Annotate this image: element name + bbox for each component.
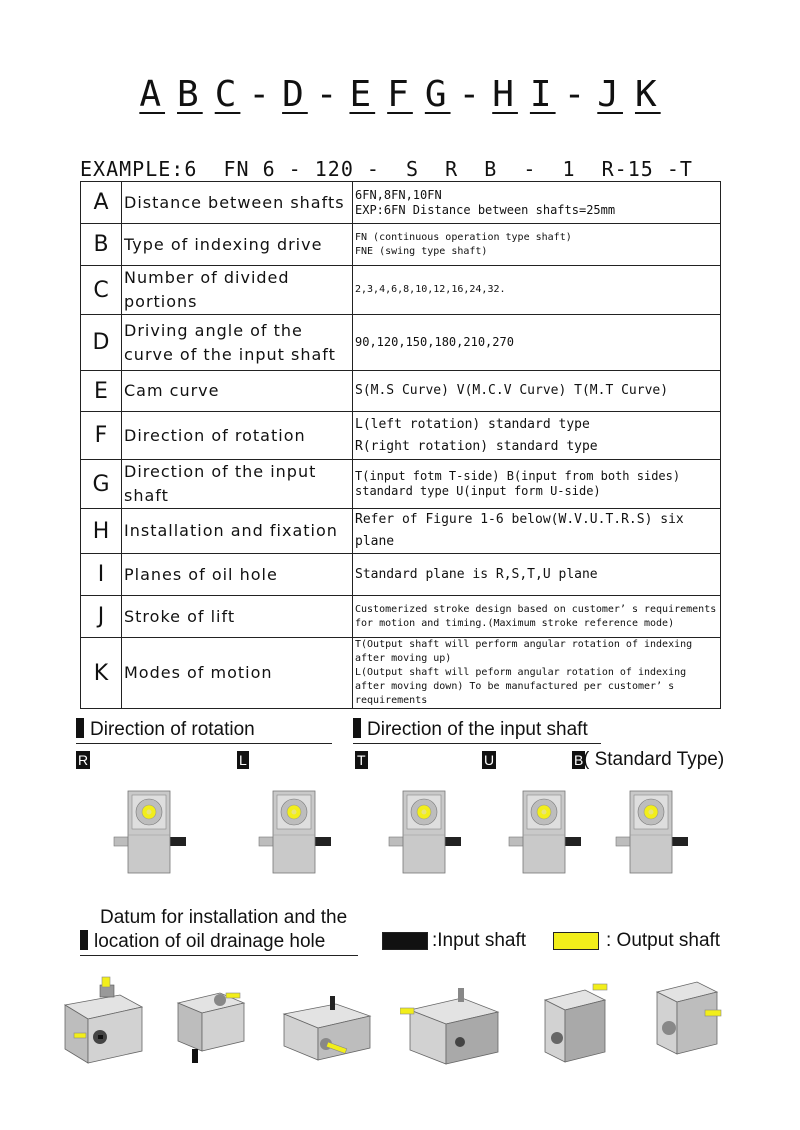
input-shaft (168, 837, 186, 846)
tag-r: R (78, 752, 89, 768)
code-sep: - (458, 74, 485, 115)
spec-desc (353, 554, 721, 596)
spec-desc-line: FNE (swing type shaft) (355, 245, 488, 257)
output-bore (422, 810, 427, 815)
input-shaft (443, 837, 461, 846)
rotation-heading (76, 718, 332, 744)
output-bore (292, 810, 297, 815)
spec-desc-line: T(Output shaft will perform angular rotation of indexing after moving up) (355, 639, 693, 664)
spec-name: Distance between shafts (122, 182, 353, 224)
spec-desc (353, 596, 721, 638)
spec-row (81, 371, 721, 412)
rotation-heading-text: Direction of rotation (90, 719, 255, 740)
spec-desc (353, 460, 721, 509)
code-sep: - (563, 74, 590, 115)
tag-t: T (357, 752, 366, 768)
spec-letter: G (81, 460, 122, 509)
datum-heading-text: location of oil drainage hole (94, 931, 326, 952)
spec-name: Type of indexing drive (122, 224, 353, 266)
input-t-figure (385, 785, 465, 875)
spec-desc (353, 315, 721, 371)
heading-bar (353, 718, 361, 738)
install-figure-4 (400, 980, 505, 1070)
front-unit-b (616, 791, 688, 873)
input-shaft (670, 837, 688, 846)
spec-letter: B (81, 224, 122, 266)
output-shaft-legend: : Output shaft (606, 930, 721, 951)
spec-row (81, 266, 721, 315)
spec-desc-line: L(left rotation) standard type (355, 416, 590, 432)
code-sep: - (315, 74, 342, 115)
code-g: G (424, 74, 451, 115)
code-k: K (634, 74, 661, 115)
shaft-left (616, 837, 632, 846)
spec-row (81, 460, 721, 509)
spec-name: Driving angle of the curve of the input shaft (122, 315, 353, 371)
heading-bar (76, 718, 84, 738)
spec-desc (353, 412, 721, 460)
spec-desc-line: L(Output shaft will peform angular rotation of indexing after moving down) To be manufactured per customer’ s requirements (355, 667, 687, 706)
spec-desc-line: 90,120,150,180,210,270 (355, 335, 514, 349)
input-u-figure (505, 785, 585, 875)
shaft-left (509, 837, 525, 846)
spec-letter: F (81, 412, 122, 460)
standard-type-note: ( Standard Type) (583, 749, 725, 770)
spec-desc (353, 266, 721, 315)
spec-letter: E (81, 371, 122, 412)
spec-name: Cam curve (122, 371, 353, 412)
spec-desc-line: Customerized stroke design based on customer’ s requirements (355, 603, 717, 615)
spec-letter: A (81, 182, 122, 224)
code-j: J (597, 74, 623, 115)
spec-desc (353, 509, 721, 554)
spec-letter: J (81, 596, 122, 638)
code-f: F (387, 74, 413, 115)
code-d: D (282, 74, 308, 115)
code-b: B (177, 74, 203, 115)
spec-desc-line: FN (continuous operation type shaft) (355, 231, 572, 243)
spec-row (81, 554, 721, 596)
spec-desc (353, 224, 721, 266)
spec-desc-line: S(M.S Curve) V(M.C.V Curve) T(M.T Curve) (355, 383, 669, 398)
tag-b: B (574, 752, 584, 768)
input-shaft-heading (353, 718, 601, 744)
input-shaft-swatch (382, 932, 428, 950)
install-figure-6 (645, 970, 730, 1062)
spec-desc-line: 2,3,4,6,8,10,12,16,24,32. (355, 284, 506, 295)
spec-desc (353, 638, 721, 709)
spec-desc-line: for motion and timing.(Maximum stroke reference mode) (355, 617, 675, 629)
tag-l: L (239, 752, 247, 768)
datum-heading-line1: Datum for installation and the (100, 907, 348, 928)
front-unit-r (114, 791, 186, 873)
spec-name: Installation and fixation (122, 509, 353, 554)
spec-name: Planes of oil hole (122, 554, 353, 596)
input-shaft (563, 837, 581, 846)
example-line: EXAMPLE:6 FN 6 - 120 - S R B - 1 R-15 -T (80, 157, 693, 181)
code-sep: - (248, 74, 275, 115)
spec-row (81, 315, 721, 371)
install-figure-3 (280, 990, 375, 1070)
rotation-r-figure (110, 785, 190, 875)
spec-row (81, 596, 721, 638)
spec-letter: C (81, 266, 122, 315)
spec-desc-line: 6FN,8FN,10FN (355, 187, 442, 202)
install-figure-5 (535, 978, 615, 1070)
output-bore (147, 810, 152, 815)
tag-u: U (484, 752, 495, 768)
input-shaft (313, 837, 331, 846)
code-h: H (492, 74, 518, 115)
spec-desc (353, 371, 721, 412)
spec-row (81, 412, 721, 460)
input-b-figure (612, 785, 692, 875)
spec-name: Stroke of lift (122, 596, 353, 638)
spec-name: Modes of motion (122, 638, 353, 709)
spec-desc-line: Refer of Figure 1-6 below(W.V.U.T.R.S) six plane (355, 512, 684, 549)
output-bore (649, 810, 654, 815)
spec-row (81, 509, 721, 554)
front-unit-l (259, 791, 331, 873)
spec-letter: I (81, 554, 122, 596)
input-shaft-heading-text: Direction of the input shaft (367, 719, 588, 740)
output-shaft-swatch (553, 932, 599, 950)
spec-row (81, 638, 721, 709)
spec-letter: K (81, 638, 122, 709)
install-figure-2 (170, 975, 255, 1070)
datum-heading (80, 930, 358, 956)
code-i: I (529, 74, 556, 115)
input-shaft-legend: :Input shaft (432, 930, 527, 951)
install-figure-1 (60, 975, 150, 1070)
spec-table (80, 181, 721, 709)
spec-desc-line: EXP:6FN Distance between shafts=25mm (355, 202, 616, 217)
spec-row (81, 182, 721, 224)
spec-name: Number of divided portions (122, 266, 353, 315)
heading-bar (80, 930, 88, 950)
model-code-title (0, 74, 800, 115)
front-unit-u (509, 791, 581, 873)
spec-letter: H (81, 509, 122, 554)
spec-letter: D (81, 315, 122, 371)
spec-name: Direction of rotation (122, 412, 353, 460)
front-unit-t (389, 791, 461, 873)
code-c: C (214, 74, 241, 115)
output-bore (542, 810, 547, 815)
rotation-l-figure (255, 785, 335, 875)
spec-name: Direction of the input shaft (122, 460, 353, 509)
code-a: A (139, 74, 166, 115)
spec-desc-line: T(input fotm T-side) B(input from both sides) (355, 469, 681, 483)
spec-desc (353, 182, 721, 224)
spec-desc-line: Standard plane is R,S,T,U plane (355, 566, 598, 582)
spec-desc-line: R(right rotation) standard type (355, 438, 598, 454)
code-e: E (349, 74, 376, 115)
spec-desc-line: standard type U(input form U-side) (355, 484, 601, 498)
shaft-left (114, 837, 130, 846)
spec-row (81, 224, 721, 266)
